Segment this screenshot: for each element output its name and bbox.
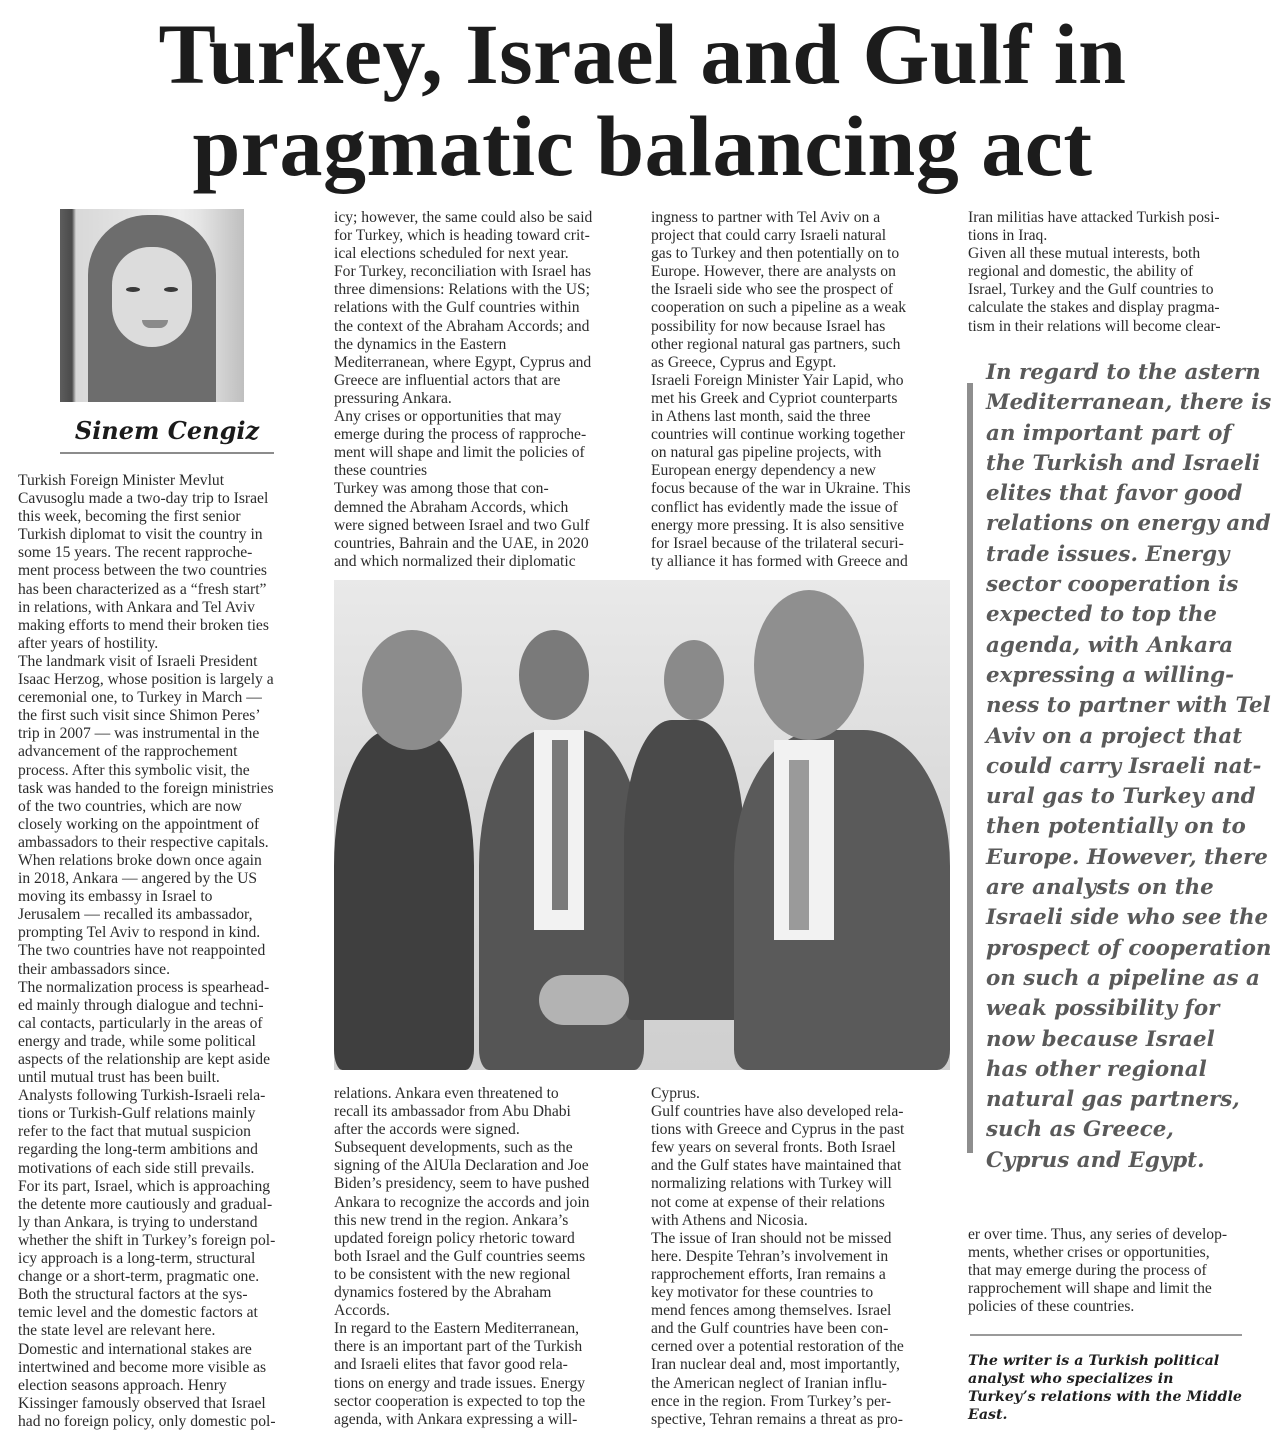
author-byline: Sinem Cengiz: [74, 416, 260, 445]
text-line: tism in their relations will become clear-: [968, 317, 1221, 335]
text-line: this week, becoming the first senior: [18, 508, 241, 526]
text-line: on natural gas pipeline projects, with: [651, 444, 882, 462]
text-line: were signed between Israel and two Gulf: [334, 516, 590, 534]
text-line: conflict has evidently made the issue of: [651, 498, 898, 516]
text-line: then potentially on to: [986, 814, 1246, 840]
text-line: ence in the region. From Turkey’s per-: [651, 1392, 892, 1410]
text-line: both Israel and the Gulf countries seems: [334, 1247, 586, 1265]
text-line: ical elections scheduled for next year.: [334, 245, 569, 263]
text-line: Given all these mutual interests, both: [968, 245, 1201, 263]
text-line: after the accords were signed.: [334, 1121, 520, 1139]
text-line: gas to Turkey and then potentially on to: [651, 245, 900, 263]
text-line: making efforts to mend their broken ties: [18, 616, 269, 634]
text-line: moving its embassy in Israel to: [18, 888, 213, 906]
photo-person-back: [624, 720, 744, 1020]
text-line: Domestic and international stakes are: [18, 1340, 252, 1358]
text-line: three dimensions: Relations with the US;: [334, 281, 590, 299]
text-line: regarding the long-term ambitions and: [18, 1141, 258, 1159]
photo-person-left: [334, 730, 474, 1070]
byline-divider: [60, 452, 274, 454]
text-line: The normalization process is spearhead-: [18, 978, 270, 996]
text-line: trip in 2007 — was instrumental in the: [18, 725, 260, 743]
text-line: recall its ambassador from Abu Dhabi: [334, 1103, 571, 1121]
text-line: European energy dependency a new: [651, 462, 876, 480]
text-line: cal contacts, particularly in the areas of: [18, 1014, 263, 1032]
text-line: closely working on the appointment of: [18, 815, 260, 833]
text-line: until mutual trust has been built.: [18, 1069, 220, 1087]
text-line: in relations, with Ankara and Tel Aviv: [18, 598, 255, 616]
text-line: change or a short-term, pragmatic one.: [18, 1268, 260, 1286]
text-line: When relations broke down once again: [18, 851, 262, 869]
text-line: aspects of the relationship are kept aside: [18, 1051, 271, 1068]
text-line: normalizing relations with Turkey will: [651, 1175, 892, 1193]
text-line: Any crises or opportunities that may: [334, 408, 562, 426]
text-line: expected to top the: [986, 602, 1218, 628]
text-line: has been characterized as a “fresh start”: [18, 580, 267, 598]
text-line: in 2018, Ankara — angered by the US: [18, 870, 258, 888]
text-line: and the Gulf states have maintained that: [651, 1157, 902, 1175]
photo-head-left: [362, 630, 462, 750]
column-2-top: [334, 209, 644, 571]
text-line: as Greece, Cyprus and Egypt.: [651, 353, 837, 371]
text-line: rapprochement will shape and limit the: [968, 1280, 1212, 1298]
photo-tie-center: [552, 740, 568, 910]
text-line: emerge during the process of rapproche-: [334, 426, 587, 444]
text-line: expressing a willing-: [986, 662, 1234, 688]
text-line: icy; however, the same could also be said: [334, 209, 593, 226]
text-line: demned the Abraham Accords, which: [334, 498, 569, 516]
author-portrait-icon: [60, 209, 244, 402]
text-line: Cyprus.: [651, 1085, 700, 1102]
text-line: natural gas partners,: [986, 1087, 1240, 1113]
text-line: Subsequent developments, such as the: [334, 1139, 573, 1157]
text-line: election seasons approach. Henry: [18, 1376, 227, 1394]
column-4-top: [968, 209, 1278, 336]
text-line: and Israeli elites that favor good rela-: [334, 1356, 568, 1374]
text-line: prospect of cooperation: [986, 935, 1272, 961]
text-line: relations with the Gulf countries within: [334, 299, 580, 317]
text-line: and which normalized their diplomatic: [334, 552, 576, 570]
text-line: ness to partner with Tel: [986, 693, 1271, 719]
text-line: focus because of the war in Ukraine. This: [651, 480, 911, 498]
text-line: ed mainly through dialogue and techni-: [18, 996, 264, 1014]
text-line: Israeli side who see the: [986, 905, 1269, 931]
text-line: Cavusoglu made a two-day trip to Israel: [18, 490, 269, 508]
writer-note: [968, 1352, 1268, 1424]
text-line: whether the shift in Turkey’s foreign pol-: [18, 1231, 276, 1249]
text-line: For its part, Israel, which is approaching: [18, 1177, 271, 1195]
text-line: elites that favor good: [986, 481, 1243, 507]
text-line: ments, whether crises or opportunities,: [968, 1244, 1210, 1262]
text-line: cooperation on such a pipeline as a weak: [651, 299, 907, 317]
text-line: Ankara to recognize the accords and join: [334, 1193, 590, 1211]
text-line: there is an important part of the Turkish: [334, 1338, 583, 1356]
photo-handshake: [539, 975, 629, 1025]
text-line: rapprochement efforts, Iran remains a: [651, 1265, 886, 1283]
text-line: Israel, Turkey and the Gulf countries to: [968, 281, 1214, 299]
text-line: ment process between the two countries: [18, 562, 267, 580]
text-line: has other regional: [986, 1056, 1207, 1082]
text-line: tions with Greece and Cyprus in the past: [651, 1121, 905, 1139]
text-line: Kissinger famously observed that Israel: [18, 1394, 266, 1412]
text-line: of the two countries, which are now: [18, 797, 242, 815]
text-line: icy approach is a long-term, structural: [18, 1250, 256, 1268]
pullquote: [986, 358, 1276, 1176]
text-line: analyst who specializes in: [968, 1371, 1174, 1387]
text-line: met his Greek and Cypriot counterparts: [651, 389, 898, 407]
text-line: Gulf countries have also developed rela-: [651, 1103, 904, 1121]
text-line: key motivator for these countries to: [651, 1284, 874, 1302]
text-line: Both the structural factors at the sys-: [18, 1286, 248, 1304]
end-divider: [970, 1334, 1242, 1336]
text-line: mend fences among themselves. Israel: [651, 1302, 892, 1320]
column-2-bottom: [334, 1085, 644, 1429]
column-4-bottom: [968, 1226, 1278, 1316]
text-line: ingness to partner with Tel Aviv on a: [651, 209, 881, 226]
text-line: refer to the fact that mutual suspicion: [18, 1123, 251, 1141]
text-line: Europe. However, there: [986, 844, 1268, 870]
text-line: agenda, with Ankara expressing a will-: [334, 1410, 578, 1428]
text-line: dynamics fostered by the Abraham: [334, 1284, 552, 1302]
text-line: process. After this symbolic visit, the: [18, 761, 250, 779]
text-line: for Turkey, which is heading toward crit-: [334, 227, 590, 245]
text-line: the dynamics in the Eastern: [334, 335, 507, 353]
text-line: project that could carry Israeli natural: [651, 227, 887, 245]
text-line: signing of the AlUla Declaration and Joe: [334, 1157, 589, 1175]
text-line: Isaac Herzog, whose position is largely a: [18, 671, 274, 689]
text-line: The writer is a Turkish political: [968, 1353, 1220, 1369]
column-3-top: [651, 209, 961, 571]
text-line: cerned over a potential restoration of the: [651, 1338, 904, 1356]
headline-line-2: pragmatic balancing act: [192, 98, 1093, 194]
text-line: here. Despite Tehran’s involvement in: [651, 1247, 889, 1265]
text-line: For Turkey, reconciliation with Israel has: [334, 263, 592, 281]
text-line: and the Gulf countries have been con-: [651, 1320, 889, 1338]
text-line: after years of hostility.: [18, 634, 159, 652]
author-face: [112, 247, 192, 347]
text-line: the Turkish and Israeli: [986, 450, 1261, 476]
text-line: ural gas to Turkey and: [986, 784, 1256, 810]
text-line: tions or Turkish-Gulf relations mainly: [18, 1105, 256, 1123]
text-line: the context of the Abraham Accords; and: [334, 317, 590, 335]
text-line: the Israeli side who see the prospect of: [651, 281, 894, 299]
text-line: possibility for now because Israel has: [651, 317, 886, 335]
handshake-photo-icon: [334, 580, 950, 1070]
text-line: the American neglect of Iranian influ-: [651, 1374, 887, 1392]
text-line: ty alliance it has formed with Greece and: [651, 552, 908, 570]
column-1: [18, 472, 318, 1431]
text-line: er over time. Thus, any series of develop-: [968, 1226, 1228, 1243]
text-line: with Athens and Nicosia.: [651, 1211, 808, 1229]
text-line: updated foreign policy rhetoric toward: [334, 1229, 575, 1247]
text-line: regional and domestic, the ability of: [968, 263, 1194, 281]
photo-person-right: [734, 730, 950, 1070]
text-line: agenda, with Ankara: [986, 632, 1234, 658]
text-line: tions on energy and trade issues. Energy: [334, 1374, 586, 1392]
text-line: had no foreign policy, only domestic pol-: [18, 1412, 276, 1430]
text-line: The two countries have not reappointed: [18, 942, 266, 960]
text-line: Turkey’s relations with the Middle: [968, 1389, 1242, 1405]
text-line: pressuring Ankara.: [334, 389, 452, 407]
text-line: task was handed to the foreign ministries: [18, 779, 274, 797]
author-eye-left: [126, 287, 140, 292]
text-line: ambassadors to their respective capitals.: [18, 833, 269, 851]
text-line: ly than Ankara, is trying to understand: [18, 1213, 258, 1231]
text-line: energy more pressing. It is also sensitive: [651, 516, 905, 534]
text-line: sector cooperation is expected to top the: [334, 1392, 586, 1410]
text-line: Accords.: [334, 1302, 390, 1320]
text-line: The landmark visit of Israeli President: [18, 652, 258, 670]
text-line: prompting Tel Aviv to respond in kind.: [18, 924, 261, 942]
text-line: an important part of: [986, 420, 1232, 446]
text-line: such as Greece,: [986, 1117, 1174, 1143]
photo-head-center: [519, 630, 589, 720]
text-line: sector cooperation is: [986, 572, 1239, 598]
text-line: to be consistent with the new regional: [334, 1265, 571, 1283]
text-line: Iran nuclear deal and, most importantly,: [651, 1356, 900, 1374]
text-line: policies of these countries.: [968, 1298, 1135, 1316]
text-line: spective, Tehran remains a threat as pro-: [651, 1410, 903, 1428]
author-mouth: [142, 320, 168, 328]
text-line: calculate the stakes and display pragma-: [968, 299, 1220, 317]
text-line: Biden’s presidency, seem to have pushed: [334, 1175, 590, 1193]
text-line: other regional natural gas partners, such: [651, 335, 901, 353]
text-line: trade issues. Energy: [986, 541, 1230, 567]
text-line: Jerusalem — recalled its ambassador,: [18, 906, 253, 924]
text-line: in Athens last month, said the three: [651, 408, 871, 426]
column-3-bottom: [651, 1085, 961, 1429]
text-line: East.: [968, 1407, 1008, 1423]
text-line: the state level are relevant here.: [18, 1322, 216, 1340]
photo-tie-right: [789, 760, 809, 930]
text-line: weak possibility for: [986, 996, 1220, 1022]
text-line: Iran militias have attacked Turkish posi-: [968, 209, 1220, 226]
text-line: the detente more cautiously and gradual-: [18, 1195, 273, 1213]
text-line: relations on energy and: [986, 511, 1271, 537]
text-line: for Israel because of the trilateral securi-: [651, 534, 904, 552]
text-line: advancement of the rapprochement: [18, 743, 238, 761]
headline: [0, 8, 1285, 192]
text-line: some 15 years. The recent rapproche-: [18, 544, 253, 562]
text-line: now because Israel: [986, 1026, 1215, 1052]
text-line: Turkish diplomat to visit the country in: [18, 526, 263, 544]
text-line: Greece are influential actors that are: [334, 371, 561, 389]
text-line: Analysts following Turkish-Israeli rela-: [18, 1087, 266, 1105]
text-line: intertwined and become more visible as: [18, 1358, 267, 1376]
text-line: Mediterranean, there is: [986, 390, 1272, 416]
text-line: temic level and the domestic factors at: [18, 1304, 258, 1322]
text-line: their ambassadors since.: [18, 960, 170, 978]
text-line: the first such visit since Shimon Peres’: [18, 707, 261, 725]
text-line: motivations of each side still prevails.: [18, 1159, 255, 1177]
text-line: this new trend in the region. Ankara’s: [334, 1211, 569, 1229]
text-line: In regard to the astern: [986, 360, 1261, 385]
headline-line-1: Turkey, Israel and Gulf in: [158, 6, 1127, 102]
text-line: Mediterranean, where Egypt, Cyprus and: [334, 353, 592, 371]
text-line: tions in Iraq.: [968, 227, 1048, 245]
text-line: these countries: [334, 462, 428, 480]
text-line: Turkey was among those that con-: [334, 480, 549, 498]
text-line: Turkish Foreign Minister Mevlut: [18, 472, 225, 489]
photo-head-right: [754, 590, 864, 740]
text-line: The issue of Iran should not be missed: [651, 1229, 892, 1247]
text-line: In regard to the Eastern Mediterranean,: [334, 1320, 580, 1338]
author-eye-right: [164, 287, 178, 292]
text-line: not come at expense of their relations: [651, 1193, 885, 1211]
text-line: could carry Israeli nat-: [986, 753, 1262, 779]
text-line: that may emerge during the process of: [968, 1262, 1207, 1280]
text-line: ceremonial one, to Turkey in March —: [18, 689, 262, 707]
text-line: relations. Ankara even threatened to: [334, 1085, 559, 1102]
text-line: Aviv on a project that: [986, 723, 1243, 749]
pullquote-bar: [967, 383, 973, 1153]
text-line: on such a pipeline as a: [986, 965, 1260, 991]
text-line: countries will continue working together: [651, 426, 905, 444]
text-line: few years on several fronts. Both Israel: [651, 1139, 896, 1157]
text-line: countries, Bahrain and the UAE, in 2020: [334, 534, 589, 552]
text-line: Europe. However, there are analysts on: [651, 263, 896, 281]
text-line: are analysts on the: [986, 875, 1214, 901]
photo-head-back: [664, 640, 724, 720]
text-line: Israeli Foreign Minister Yair Lapid, who: [651, 371, 904, 389]
text-line: ment will shape and limit the policies of: [334, 444, 585, 462]
text-line: Cyprus and Egypt.: [986, 1147, 1205, 1173]
text-line: energy and trade, while some political: [18, 1032, 256, 1050]
